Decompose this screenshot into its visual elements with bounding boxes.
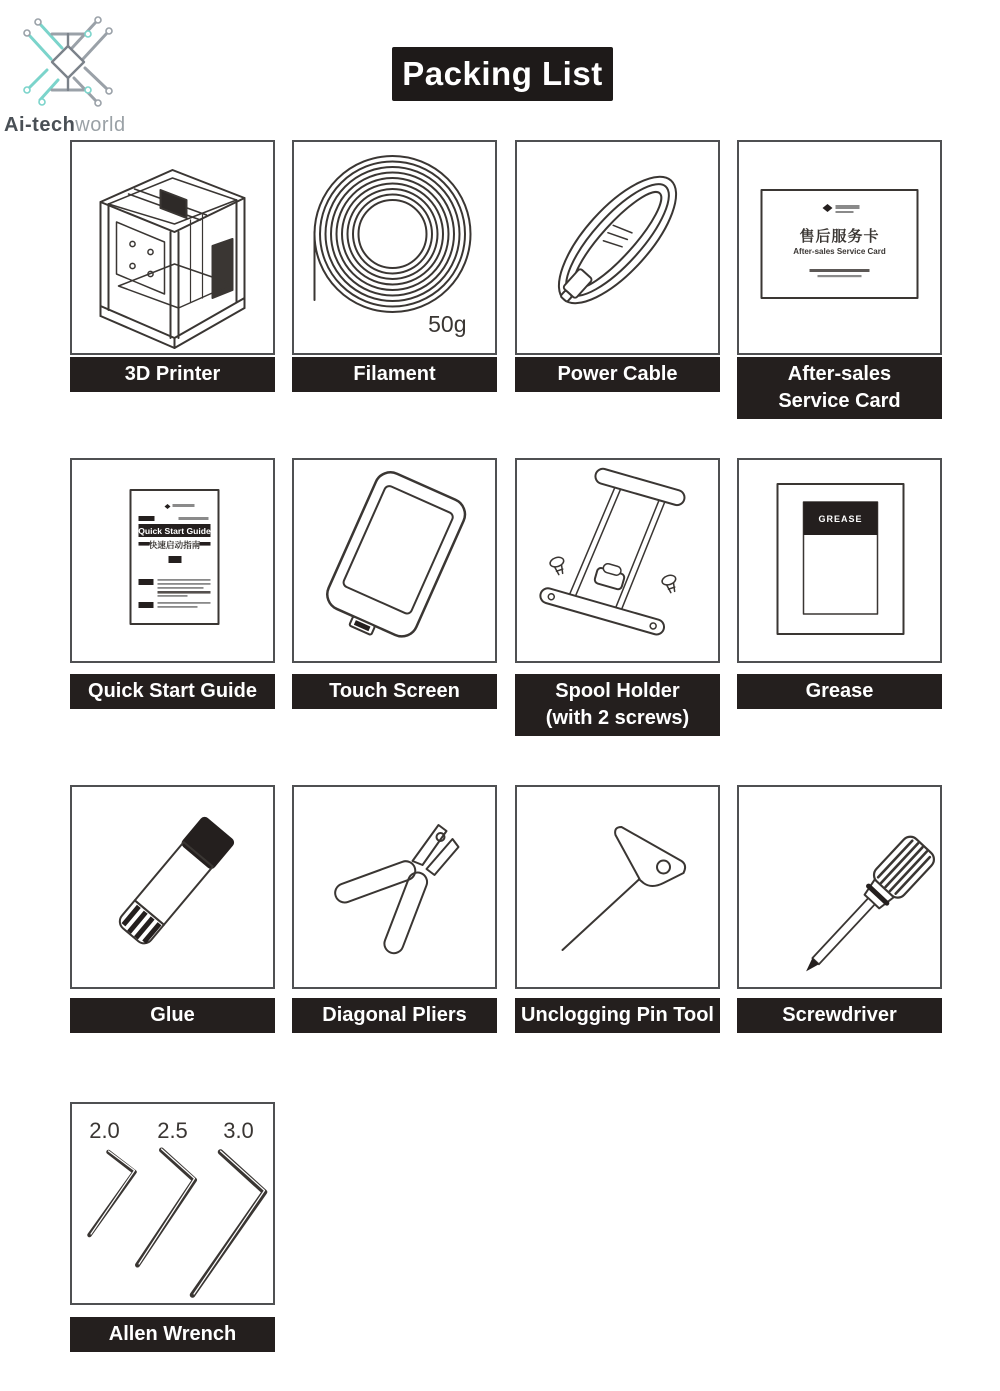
item-3d-printer (70, 140, 275, 392)
item-label: 3D Printer (70, 357, 275, 392)
item-allen-wrench (70, 1102, 275, 1352)
item-diagonal-pliers (292, 785, 497, 1033)
item-label: Grease (737, 674, 942, 709)
circuit-logo-icon (14, 8, 122, 114)
grease-illustration (739, 460, 940, 657)
item-grease (737, 458, 942, 709)
unclogging-pin-tool-illustration (517, 787, 718, 983)
power-cable-illustration (517, 142, 718, 349)
item-spool-holder (515, 458, 720, 736)
item-label: Filament (292, 357, 497, 392)
item-label: After-sales Service Card (737, 357, 942, 419)
item-label: Screwdriver (737, 998, 942, 1033)
filament-illustration (294, 142, 495, 349)
glue-illustration (72, 787, 273, 983)
item-filament (292, 140, 497, 392)
brand-name-light: world (75, 114, 126, 136)
page-title: Packing List (392, 47, 613, 101)
allen-size-label: 2.5 (157, 1118, 188, 1143)
3d-printer-illustration (72, 142, 273, 349)
brand-name (4, 114, 126, 137)
item-power-cable (515, 140, 720, 392)
grease-pack-label: GREASE (818, 514, 863, 524)
item-image-box (70, 140, 275, 355)
item-image-box (292, 785, 497, 989)
item-unclogging-pin-tool (515, 785, 720, 1033)
diagonal-pliers-illustration (294, 787, 495, 983)
item-image-box (70, 1102, 275, 1305)
touch-screen-illustration (294, 460, 495, 657)
item-image-box (70, 785, 275, 989)
allen-wrench-size-labels (89, 1118, 254, 1143)
item-label: Glue (70, 998, 275, 1033)
item-image-box (292, 458, 497, 663)
item-image-box (737, 458, 942, 663)
item-label: Allen Wrench (70, 1317, 275, 1352)
quick-start-guide-illustration (72, 460, 273, 657)
service-card-cn-title: 售后服务卡 (799, 228, 880, 245)
item-screwdriver (737, 785, 942, 1033)
item-label: Touch Screen (292, 674, 497, 709)
item-label: Quick Start Guide (70, 674, 275, 709)
item-image-box (737, 785, 942, 989)
item-label: Power Cable (515, 357, 720, 392)
filament-weight-text: 50g (428, 311, 467, 337)
brand-name-bold: Ai-tech (4, 114, 76, 136)
item-image-box (737, 140, 942, 355)
item-label: Spool Holder (with 2 screws) (515, 674, 720, 736)
item-image-box (515, 458, 720, 663)
screwdriver-illustration (739, 787, 940, 983)
item-quick-start-guide (70, 458, 275, 709)
item-touch-screen (292, 458, 497, 709)
spool-holder-illustration (517, 460, 718, 657)
item-label: Diagonal Pliers (292, 998, 497, 1033)
booklet-title: Quick Start Guide (138, 526, 211, 536)
booklet-subtitle: 快速启动指南 (148, 540, 201, 550)
item-after-sales-service-card (737, 140, 942, 419)
item-image-box (515, 785, 720, 989)
item-glue (70, 785, 275, 1033)
item-image-box (515, 140, 720, 355)
allen-wrench-illustration (72, 1104, 273, 1299)
allen-size-label: 3.0 (223, 1118, 254, 1143)
item-label: Unclogging Pin Tool (515, 998, 720, 1033)
item-image-box (70, 458, 275, 663)
item-image-box (292, 140, 497, 355)
service-card-illustration (739, 142, 940, 349)
allen-size-label: 2.0 (89, 1118, 120, 1143)
service-card-en-title: After-sales Service Card (793, 247, 886, 256)
